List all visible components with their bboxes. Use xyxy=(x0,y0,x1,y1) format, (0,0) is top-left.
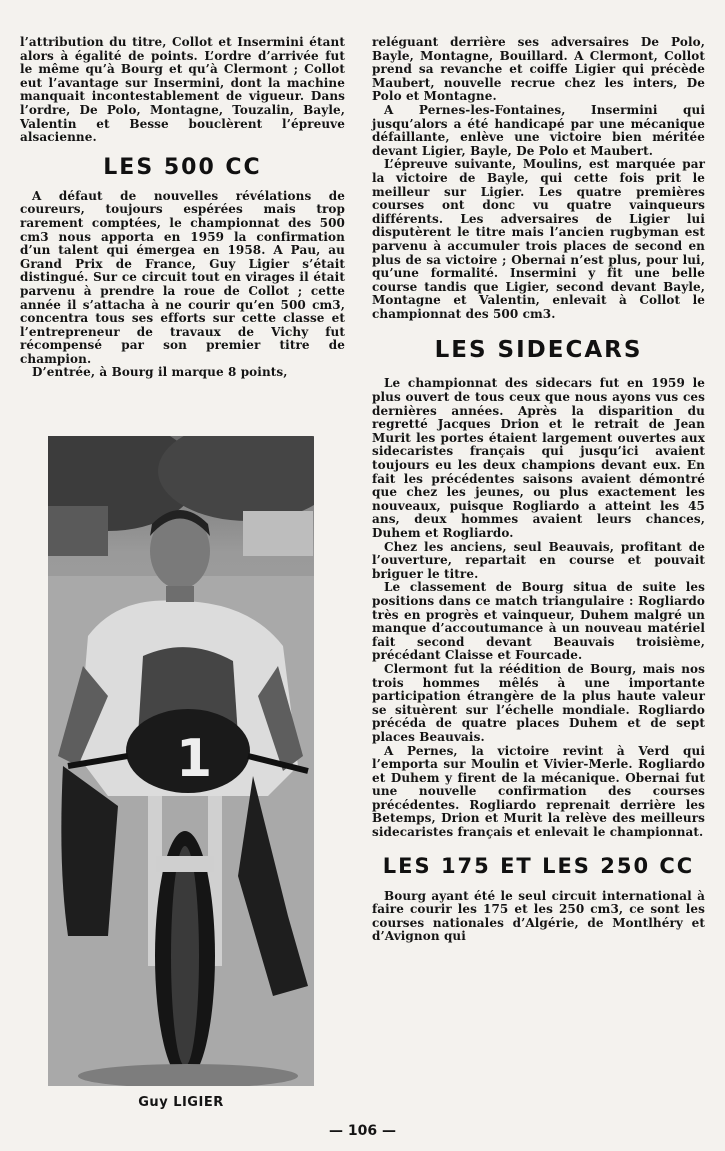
paragraph: Clermont fut la réédition de Bourg, mais nos trois hommes mêlés à une importante participation étrangère de la plus haute valeur se situèrent sur l’échelle mondiale. Rogliardo précéda de quatre places Duhem et de sept places Beauvais. xyxy=(372,661,705,744)
paragraph: Le classement de Bourg situa de suite les positions dans ce match triangulaire : Rogliardo très en progrès et vainqueur, Duhem malgré un manque d’accoutumance à un nouveau matériel fait second devant Beauvais troisième, précédant Claisse et Fourcade. xyxy=(372,580,705,663)
photo-caption: Guy LIGIER xyxy=(138,1095,224,1110)
rider-photo-illustration xyxy=(48,436,314,1086)
paragraph: Bourg ayant été le seul circuit international à faire courir les 175 et les 250 cm3, ce sont les courses nationales d’Algérie, de Montlhéry et d’Avignon qui xyxy=(372,888,705,944)
section-heading-500cc: LES 500 CC xyxy=(103,154,262,180)
paragraph: A Pernes-les-Fontaines, Insermini qui jusqu’alors a été handicapé par une mécanique défaillante, enlève une victoire bien méritée devant Ligier, Bayle, De Polo et Maubert. xyxy=(372,102,705,158)
paragraph: Le championnat des sidecars fut en 1959 le plus ouvert de tous ceux que nous ayons vus ces dernières années. Après la disparition du regretté Jacques Drion et le retrait de Jean Murit les portes étaient largement ouvertes aux sidecaristes français qui jusqu’ici avaient toujours eu les deux champions devant eux. En fait les précédentes saisons avaient démontré que chez les jeunes, ou plus exactement les nouveaux, puisque Rogliardo a atteint les 45 ans, deux hommes avaient leurs chances, Duhem et Rogliardo. xyxy=(372,376,705,540)
paragraph: l’attribution du titre, Collot et Insermini étant alors à égalité de points. L’ordre d’arrivée fut le même qu’à Bourg et qu’à Clermont ; Collot eut l’avantage sur Insermini, dont la machine manquait incontestablement de vigueur. Dans l’ordre, De Polo, Montagne, Touzalin, Bayle, Valentin et Besse bouclèrent l’épreuve alsacienne. xyxy=(20,35,345,145)
paragraph: reléguant derrière ses adversaires De Polo, Bayle, Montagne, Bouillard. A Clermont, Collot prend sa revanche et coiffe Ligier qui précède Maubert, nouvelle recrue chez les inters, De Polo et Montagne. xyxy=(372,35,705,104)
paragraph: Chez les anciens, seul Beauvais, profitant de l’ouverture, repartait en course et pouvait briguer le titre. xyxy=(372,539,705,581)
page-number: — 106 — xyxy=(329,1123,396,1139)
section-heading-175-250cc: LES 175 ET LES 250 CC xyxy=(382,853,695,878)
paragraph: A défaut de nouvelles révélations de coureurs, toujours espérées mais trop rarement comptées, le championnat des 500 cm3 nous apporta en 1959 la confirmation d’un talent qui émergea en 1958. A Pau, au Grand Prix de France, Guy Ligier s’était distingué. Sur ce circuit tout en virages il était parvenu à prendre la roue de Collot ; cette année il s’attacha à ne courir qu’en 500 cm3, concentra tous ses efforts sur cette classe et l’entrepreneur de travaux de Vichy fut récompensé par son premier titre de champion. xyxy=(20,188,345,366)
rider-photo xyxy=(48,436,314,1086)
right-column xyxy=(372,36,705,944)
number-plate: 1 xyxy=(176,729,213,789)
section-heading-sidecars: LES SIDECARS xyxy=(434,337,643,364)
paragraph: L’épreuve suivante, Moulins, est marquée par la victoire de Bayle, qui cette fois prit le meilleur sur Ligier. Les quatre premières courses ont donc vu quatre vainqueurs différents. Les adversaires de Ligier lui disputèrent le titre mais l’ancien rugbyman est parvenu à accumuler trois places de second en plus de sa victoire ; Obernai n’est plus, pour lui, qu’une formalité. Insermini y fit une belle course tandis que Ligier, second devant Bayle, Montagne et Valentin, enlevait à Collot le championnat des 500 cm3. xyxy=(372,157,705,321)
paragraph: A Pernes, la victoire revint à Verd qui l’emporta sur Moulin et Vivier-Merle. Rogliardo et Duhem y firent de la mécanique. Obernai fut une nouvelle confirmation des courses précédentes. Rogliardo reprenait derrière les Betemps, Drion et Murit la relève des meilleurs sidecaristes français et enlevait le championnat. xyxy=(372,743,705,840)
left-column xyxy=(20,36,345,380)
paragraph: D’entrée, à Bourg il marque 8 points, xyxy=(32,365,288,380)
